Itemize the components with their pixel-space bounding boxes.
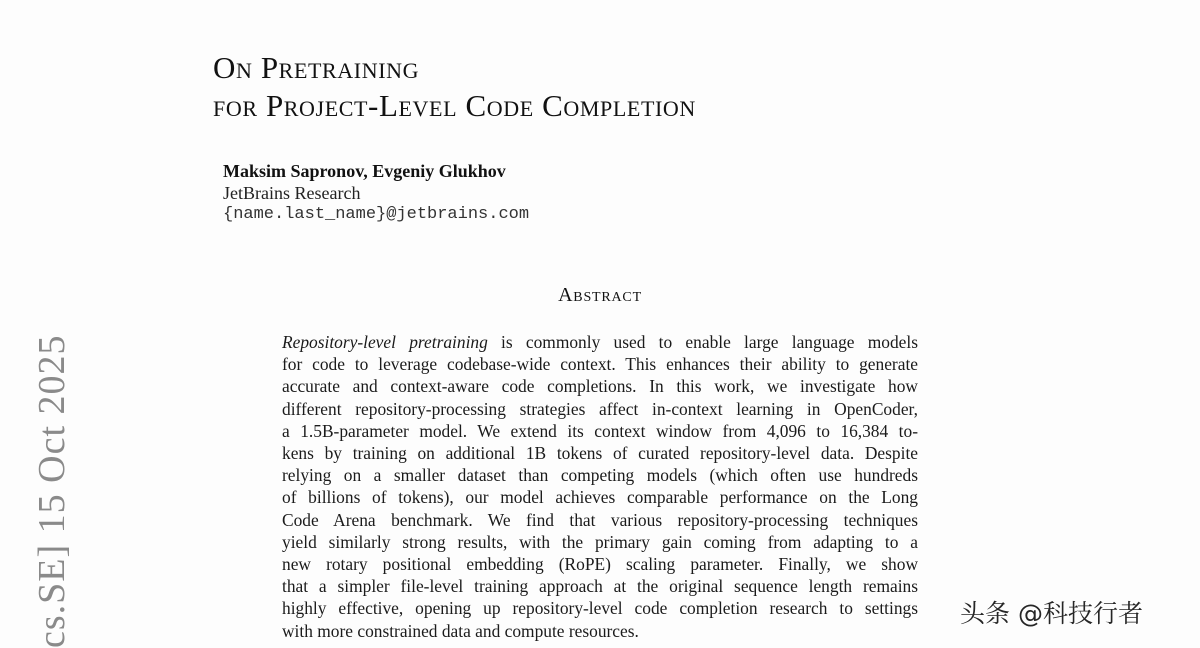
author-names: Maksim Sapronov, Evgeniy Glukhov	[223, 161, 506, 181]
abstract-line	[282, 375, 918, 397]
abstract-line	[282, 353, 918, 375]
abstract-emphasis: Repository-level pretraining	[282, 332, 488, 352]
abstract-line	[282, 575, 918, 597]
paper-title-line-2: for Project-Level Code Completion	[213, 88, 696, 123]
abstract-line	[282, 620, 918, 642]
abstract-line-text: is commonly used to enable large language models	[487, 332, 919, 352]
abstract-line-text: new rotary positional embedding (RoPE) scaling parameter. Finally, we show	[282, 554, 918, 575]
abstract-line-text: kens by training on additional 1B tokens of curated repository-level data. Despite	[282, 443, 918, 464]
abstract-line	[282, 531, 918, 553]
abstract-line	[282, 597, 918, 619]
abstract-line-text: for code to leverage codebase-wide context. This enhances their ability to generate	[282, 354, 918, 375]
abstract-line	[282, 442, 918, 464]
abstract-line-text: relying on a smaller dataset than competing models (which often use hundreds	[282, 465, 918, 486]
abstract-line-text: Code Arena benchmark. We find that various repository-processing techniques	[282, 509, 918, 530]
abstract-heading: Abstract	[558, 284, 642, 306]
abstract-line-text: different repository-processing strategies affect in-context learning in OpenCoder,	[282, 398, 918, 419]
abstract-line-text: of billions of tokens), our model achieves comparable performance on the Long	[282, 487, 918, 508]
abstract-line-text: that a simpler file-level training approach at the original sequence length remains	[282, 576, 918, 597]
author-email: {name.last_name}@jetbrains.com	[223, 205, 530, 224]
abstract-line	[282, 509, 918, 531]
arxiv-side-stamp: cs.SE] 15 Oct 2025	[31, 334, 73, 648]
abstract-line	[282, 420, 918, 442]
abstract-line	[282, 486, 918, 508]
abstract-line-text: accurate and context-aware code completions. In this work, we investigate how	[282, 376, 918, 397]
platform-watermark: 头条 @科技行者	[960, 599, 1143, 628]
abstract-line-text: yield similarly strong results, with the primary gain coming from adapting to a	[282, 531, 918, 552]
abstract-line	[282, 553, 918, 575]
abstract-line-text: a 1.5B-parameter model. We extend its context window from 4,096 to 16,384 to-	[282, 420, 918, 441]
abstract-line-text: with more constrained data and compute resources.	[282, 620, 639, 641]
abstract-body	[282, 331, 918, 642]
abstract-line	[282, 464, 918, 486]
paper-title-line-1: On Pretraining	[213, 50, 420, 85]
abstract-line	[282, 398, 918, 420]
abstract-line-text: highly effective, opening up repository-level code completion research to settings	[282, 598, 918, 619]
author-affiliation: JetBrains Research	[223, 183, 361, 203]
abstract-line	[282, 331, 918, 353]
